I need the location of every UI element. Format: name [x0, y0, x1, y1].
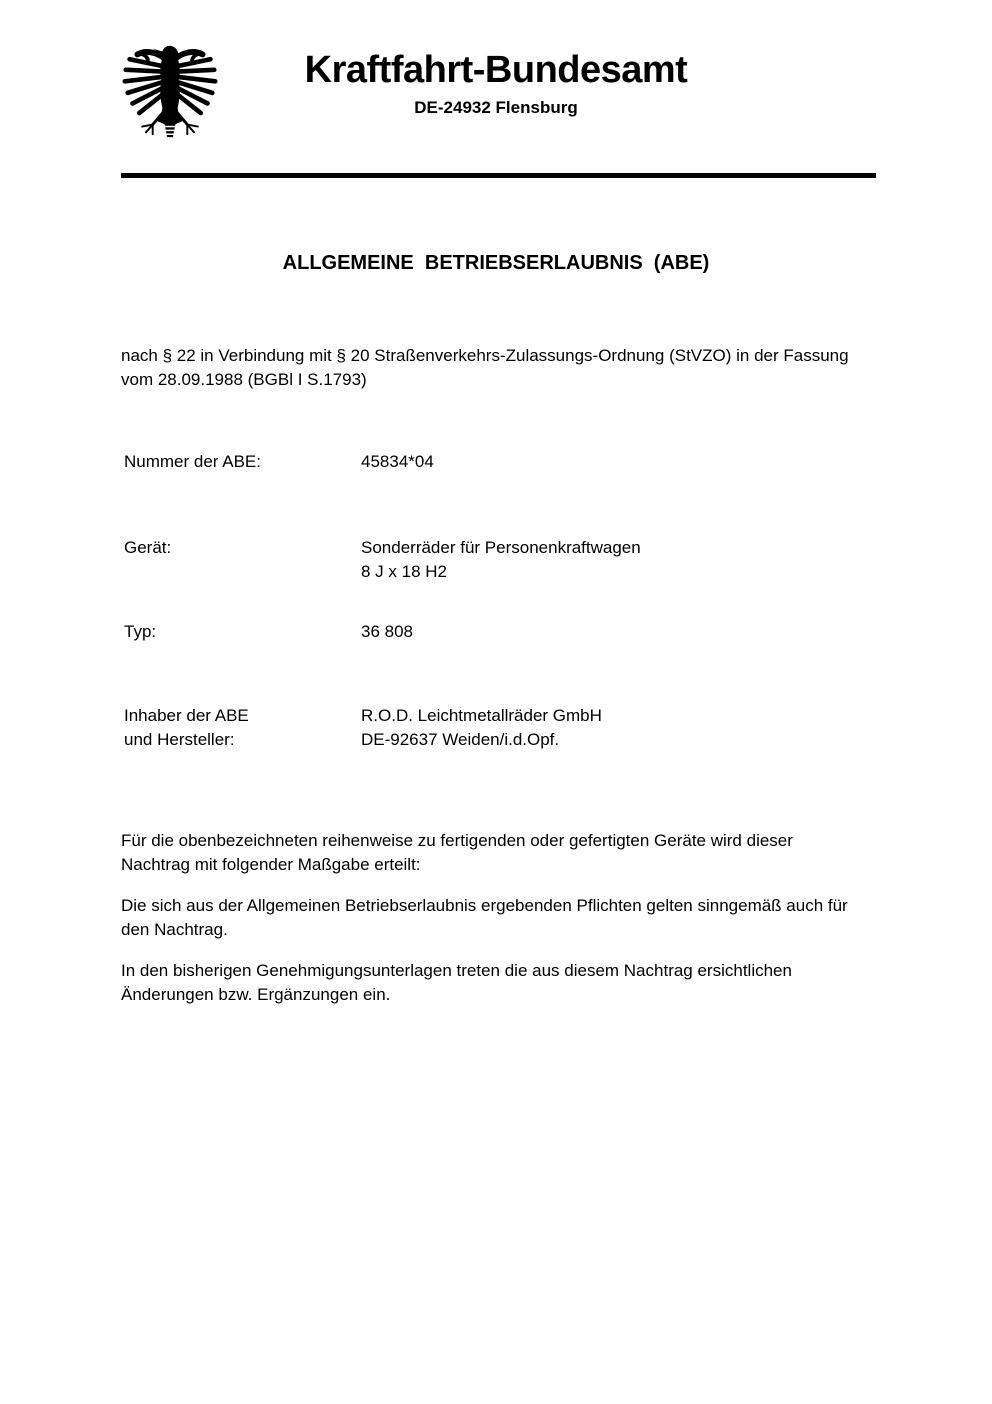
field-label [124, 450, 361, 474]
field-label-line: Inhaber der ABE [124, 705, 249, 725]
header-divider [121, 173, 876, 178]
field-value-line: Sonderräder für Personenkraftwagen [361, 537, 641, 557]
field-value-line: 36 808 [361, 621, 413, 641]
field-value [361, 704, 861, 752]
agency-address: DE-24932 Flensburg [414, 97, 578, 117]
bundesadler-eagle-icon [121, 40, 219, 140]
field-label-line: Typ: [124, 621, 157, 641]
field-value-line: DE-92637 Weiden/i.d.Opf. [361, 729, 560, 749]
field-value [361, 450, 861, 474]
field-row-type [121, 620, 861, 644]
body-paragraph: Die sich aus der Allgemeinen Betriebserlaubnis ergebenden Pflichten gelten sinngemäß auch für den Nachtrag. [121, 895, 848, 939]
field-label-line: und Hersteller: [124, 729, 235, 749]
field-label [124, 620, 361, 644]
field-row-abe-number [121, 450, 861, 474]
legal-basis-text: nach § 22 in Verbindung mit § 20 Straßenverkehrs-Zulassungs-Ordnung (StVZO) in der Fassung vom 28.09.1988 (BGBl I S.1793) [121, 345, 849, 389]
document-title: ALLGEMEINE BETRIEBSERLAUBNIS (ABE) [282, 251, 710, 274]
document-body [121, 344, 861, 1007]
field-value [361, 536, 861, 584]
paragraph-block [121, 829, 861, 1007]
field-list [121, 450, 861, 752]
body-paragraph: In den bisherigen Genehmigungsunterlagen treten die aus diesem Nachtrag ersichtlichen Änderungen bzw. Ergänzungen ein. [121, 960, 792, 1004]
field-value-line: 8 J x 18 H2 [361, 561, 447, 581]
field-row-device [121, 536, 861, 584]
agency-name: Kraftfahrt-Bundesamt [304, 49, 688, 91]
field-value-line: 45834*04 [361, 451, 434, 471]
field-row-holder [121, 704, 861, 752]
field-label [124, 536, 361, 584]
field-value-line: R.O.D. Leichtmetallräder GmbH [361, 705, 602, 725]
field-value [361, 620, 861, 644]
field-label-line: Nummer der ABE: [124, 451, 261, 471]
field-label [124, 704, 361, 752]
body-paragraph: Für die obenbezeichneten reihenweise zu fertigenden oder gefertigten Geräte wird dieser Nachtrag mit folgender Maßgabe erteilt: [121, 830, 793, 874]
field-label-line: Gerät: [124, 537, 172, 557]
